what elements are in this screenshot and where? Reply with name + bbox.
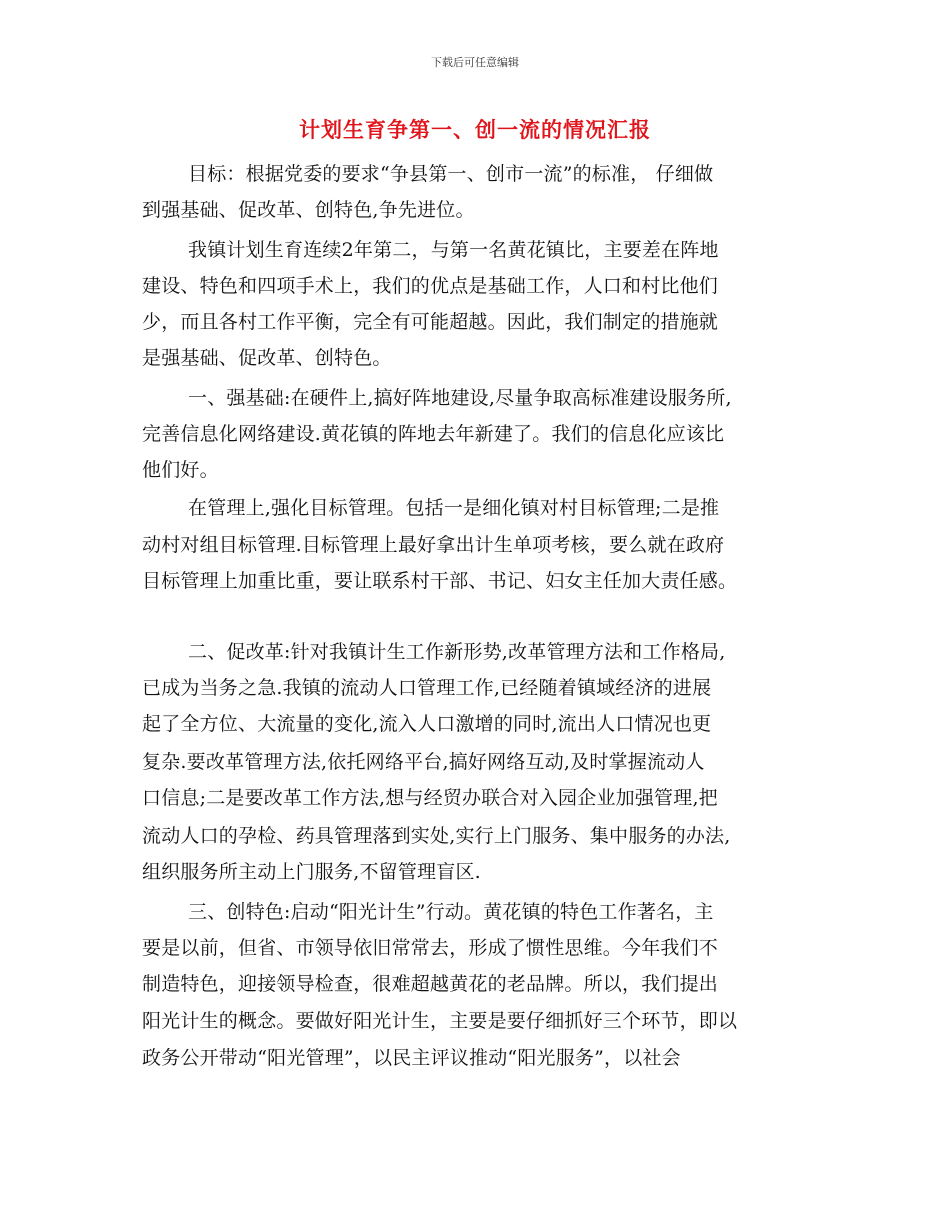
paragraph-line: 动村对组目标管理.目标管理上最好拿出计生单项考核，要么就在政府 xyxy=(142,534,725,556)
paragraph-line: 二、促改革:针对我镇计生工作新形势,改革管理方法和工作格局, xyxy=(188,641,726,663)
paragraph-line: 目标：根据党委的要求“争县第一、创市一流”的标准， 仔细做 xyxy=(188,163,714,185)
paragraph-line: 目标管理上加重比重，要让联系村干部、书记、妇女主任加大责任感。 xyxy=(142,570,738,592)
paragraph-line: 他们好。 xyxy=(142,459,219,481)
paragraph-line: 组织服务所主动上门服务,不留管理盲区. xyxy=(142,861,481,883)
paragraph-line: 复杂.要改革管理方法,依托网络平台,搞好网络互动,及时掌握流动人 xyxy=(142,751,705,773)
paragraph-line: 到强基础、促改革、创特色,争先进位。 xyxy=(142,199,475,221)
paragraph-line: 是强基础、促改革、创特色。 xyxy=(142,347,392,369)
header-note: 下载后可任意编辑 xyxy=(431,56,519,69)
paragraph-line: 流动人口的孕检、药具管理落到实处,实行上门服务、集中服务的办法, xyxy=(142,825,731,847)
paragraph-line: 起了全方位、大流量的变化,流入人口激增的同时,流出人口情况也更 xyxy=(142,713,712,735)
paragraph-line: 在管理上,强化目标管理。包括一是细化镇对村目标管理;二是推 xyxy=(188,497,720,519)
paragraph-line: 我镇计划生育连续2年第二，与第一名黄花镇比，主要差在阵地 xyxy=(188,239,719,261)
paragraph-line: 要是以前，但省、市领导依旧常常去，形成了惯性思维。今年我们不 xyxy=(142,937,719,959)
paragraph-line: 三、创特色:启动“阳光计生”行动。黄花镇的特色工作著名，主 xyxy=(188,901,714,923)
paragraph-line: 建设、特色和四项手术上，我们的优点是基础工作，人口和村比他们 xyxy=(142,275,719,297)
paragraph-line: 已成为当务之急.我镇的流动人口管理工作,已经随着镇域经济的进展 xyxy=(142,677,712,699)
document-title: 计划生育争第一、创一流的情况汇报 xyxy=(299,117,651,142)
paragraph-line: 完善信息化网络建设.黄花镇的阵地去年新建了。我们的信息化应该比 xyxy=(142,423,725,445)
paragraph-line: 阳光计生的概念。要做好阳光计生，主要是要仔细抓好三个环节，即以 xyxy=(142,1010,738,1032)
paragraph-line: 政务公开带动“阳光管理”，以民主评议推动“阳光服务”，以社会 xyxy=(142,1047,681,1069)
paragraph-line: 一、强基础:在硬件上,搞好阵地建设,尽量争取高标准建设服务所, xyxy=(188,387,732,409)
paragraph-line: 口信息;二是要改革工作方法,想与经贸办联合对入园企业加强管理,把 xyxy=(142,787,718,809)
paragraph-line: 少，而且各村工作平衡，完全有可能超越。因此，我们制定的措施就 xyxy=(142,311,719,333)
paragraph-line: 制造特色，迎接领导检查，很难超越黄花的老品牌。所以，我们提出 xyxy=(142,973,719,995)
